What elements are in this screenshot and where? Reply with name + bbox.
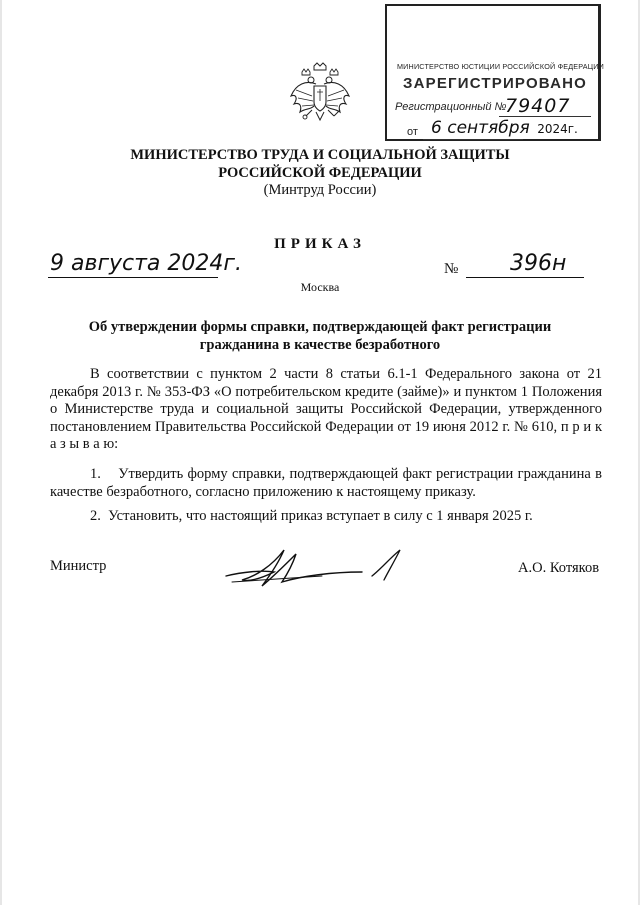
order-city: Москва (300, 280, 340, 294)
scan-edge-left (0, 0, 2, 905)
ministry-name-line1: МИНИСТЕРСТВО ТРУДА И СОЦИАЛЬНОЙ ЗАЩИТЫ (130, 147, 510, 163)
signatory-title: Министр (50, 558, 107, 574)
stamp-registration-label: Регистрационный № (395, 101, 507, 113)
stamp-date-line (423, 139, 523, 140)
ministry-short-name: (Минтруд России) (263, 182, 377, 198)
body-paragraph-item-1: 1. Утвердить форму справки, подтверждающей факт регистрации гражданина в качестве безработного, согласно приложению к настоящему приказу. (50, 466, 602, 500)
order-number-handwritten: 396н (510, 251, 567, 276)
signatory-name: А.О. Котяков (518, 560, 600, 576)
order-date-line (48, 277, 218, 278)
order-number-label: № (444, 261, 459, 277)
stamp-date-handwritten (431, 118, 578, 138)
stamp-date-row (407, 126, 418, 138)
ministry-name-line2: РОССИЙСКОЙ ФЕДЕРАЦИИ (218, 165, 422, 181)
order-subject (0, 318, 640, 354)
stamp-date-year: 2024г. (537, 122, 578, 136)
stamp-status: ЗАРЕГИСТРИРОВАНО (403, 75, 588, 92)
stamp-date-day: 6 сентября (431, 118, 530, 138)
handwritten-signature (222, 546, 412, 592)
order-subject-line1: Об утверждении формы справки, подтверждающей факт регистрации (88, 319, 552, 335)
order-number-line (466, 277, 584, 278)
registration-stamp (385, 4, 605, 141)
stamp-registration-number: 79407 (505, 95, 571, 117)
stamp-date-label: от (407, 126, 418, 138)
document-type: ПРИКАЗ (274, 236, 366, 252)
body-paragraph-item-2: 2. Установить, что настоящий приказ вступает в силу с 1 января 2025 г. (90, 508, 533, 524)
body-paragraph-preamble: В соответствии с пунктом 2 части 8 статьи 6.1-1 Федерального закона от 21 декабря 2013 г. № 353-ФЗ «О потребительском кредите (займе)» и пунктом 1 Положения о Министерстве труда и социальной защиты Российской Федерации, утвержденного постановлением Правительства Российской Федерации от 19 июня 2012 г. № 610, п р и к а з ы в а ю: (50, 366, 602, 452)
order-date-handwritten: 9 августа 2024г. (50, 251, 242, 276)
order-subject-line2: гражданина в качестве безработного (199, 337, 441, 353)
coat-of-arms-icon (288, 62, 352, 126)
stamp-organization: МИНИСТЕРСТВО ЮСТИЦИИ РОССИЙСКОЙ ФЕДЕРАЦИИ (397, 62, 605, 71)
